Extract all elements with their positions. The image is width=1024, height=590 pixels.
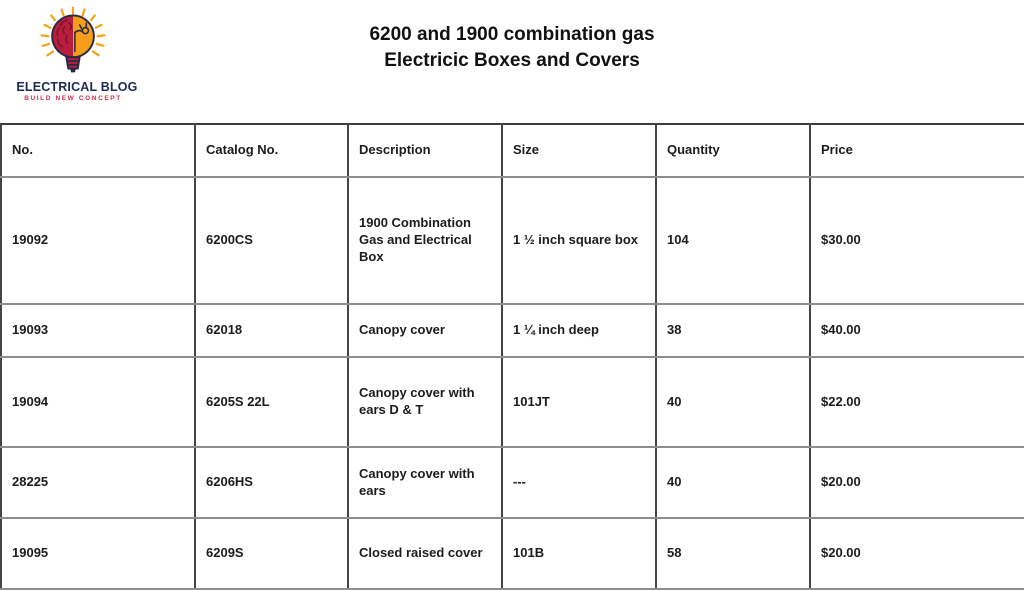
column-header-description: Description	[348, 124, 502, 177]
page-title	[0, 22, 1024, 73]
column-header-price: Price	[810, 124, 1024, 177]
cell-catalog-no: 6206HS	[195, 447, 348, 518]
table-row	[1, 447, 1024, 518]
table-body	[1, 177, 1024, 589]
cell-quantity: 104	[656, 177, 810, 304]
column-header-no: No.	[1, 124, 195, 177]
cell-quantity: 38	[656, 304, 810, 357]
table-row	[1, 518, 1024, 589]
cell-price: $20.00	[810, 447, 1024, 518]
parts-table	[0, 123, 1024, 590]
column-header-quantity: Quantity	[656, 124, 810, 177]
brand-name: ELECTRICAL BLOG	[16, 79, 138, 94]
cell-catalog-no: 6205S 22L	[195, 357, 348, 447]
cell-description: Closed raised cover	[348, 518, 502, 589]
cell-catalog-no: 6209S	[195, 518, 348, 589]
cell-size: 1 ¼ inch deep	[502, 304, 656, 357]
page-title-line1: 6200 and 1900 combination gas	[369, 24, 655, 45]
cell-catalog-no: 62018	[195, 304, 348, 357]
table-row	[1, 304, 1024, 357]
cell-size: 1 ½ inch square box	[502, 177, 656, 304]
cell-size: ---	[502, 447, 656, 518]
cell-price: $20.00	[810, 518, 1024, 589]
header-row	[1, 124, 1024, 177]
cell-price: $30.00	[810, 177, 1024, 304]
cell-description: Canopy cover with ears D & T	[348, 357, 502, 447]
cell-no: 19092	[1, 177, 195, 304]
page-title-line2: Electricic Boxes and Covers	[384, 49, 640, 71]
table-row	[1, 357, 1024, 447]
cell-catalog-no: 6200CS	[195, 177, 348, 304]
cell-no: 19094	[1, 357, 195, 447]
column-header-size: Size	[502, 124, 656, 177]
cell-no: 28225	[1, 447, 195, 518]
cell-quantity: 58	[656, 518, 810, 589]
cell-quantity: 40	[656, 357, 810, 447]
column-header-catalog-no: Catalog No.	[195, 124, 348, 177]
cell-description: 1900 Combination Gas and Electrical Box	[348, 177, 502, 304]
brand-tagline: BUILD NEW CONCEPT	[24, 95, 122, 103]
table-row	[1, 177, 1024, 304]
cell-price: $22.00	[810, 357, 1024, 447]
cell-size: 101B	[502, 518, 656, 589]
cell-price: $40.00	[810, 304, 1024, 357]
cell-quantity: 40	[656, 447, 810, 518]
cell-no: 19095	[1, 518, 195, 589]
cell-description: Canopy cover	[348, 304, 502, 357]
cell-description: Canopy cover with ears	[348, 447, 502, 518]
cell-size: 101JT	[502, 357, 656, 447]
cell-no: 19093	[1, 304, 195, 357]
